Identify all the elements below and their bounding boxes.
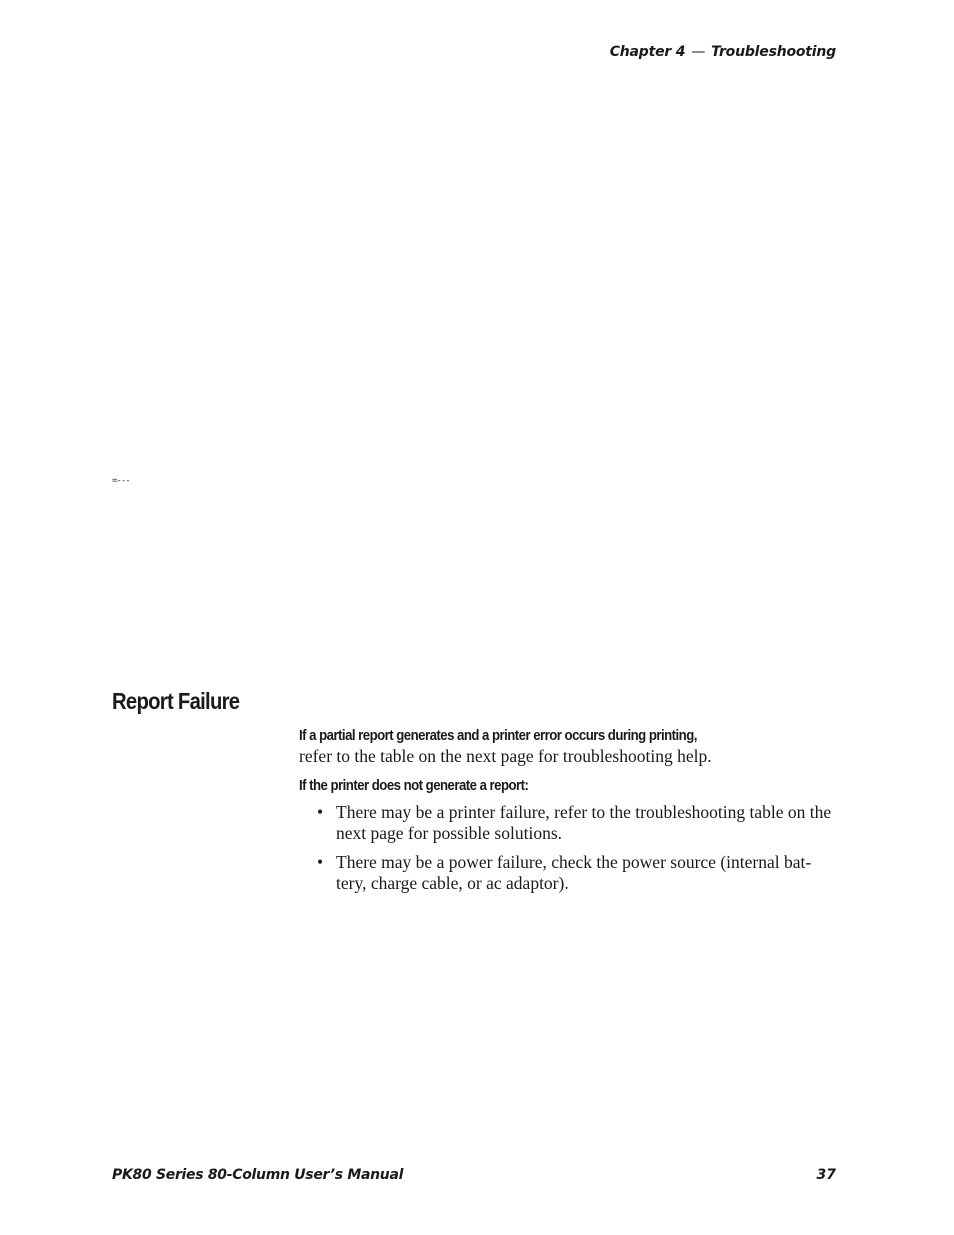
list-item-text: There may be a printer failure, refer to the troubleshooting table on the next page for possible solutions. [336,802,832,843]
bullet-icon: • [317,852,324,872]
header-separator: — [691,44,706,60]
header-section: Troubleshooting [711,44,836,60]
para-refer-table: refer to the table on the next page for troubleshooting help. [299,746,712,766]
list-item-text: There may be a power failure, check the power source (internal bat-tery, charge cable, or ac adaptor). [336,852,812,893]
section-title: Report Failure [112,688,240,714]
section-body [299,726,839,902]
list-item [299,852,839,894]
list-item [299,802,839,844]
header-chapter: Chapter 4 [609,44,686,60]
lead-partial-report: If a partial report generates and a printer error occurs during printing, [299,727,697,744]
lead-no-report: If the printer does not generate a report: [299,777,529,794]
partial-report-block [299,726,839,767]
bullet-icon: • [317,802,324,822]
bullet-list [299,802,839,894]
running-header [610,44,836,60]
footer-manual-title: PK80 Series 80-Column User’s Manual [112,1167,404,1183]
scan-artifact: =--- [112,476,130,486]
footer-page-number: 37 [816,1167,836,1183]
